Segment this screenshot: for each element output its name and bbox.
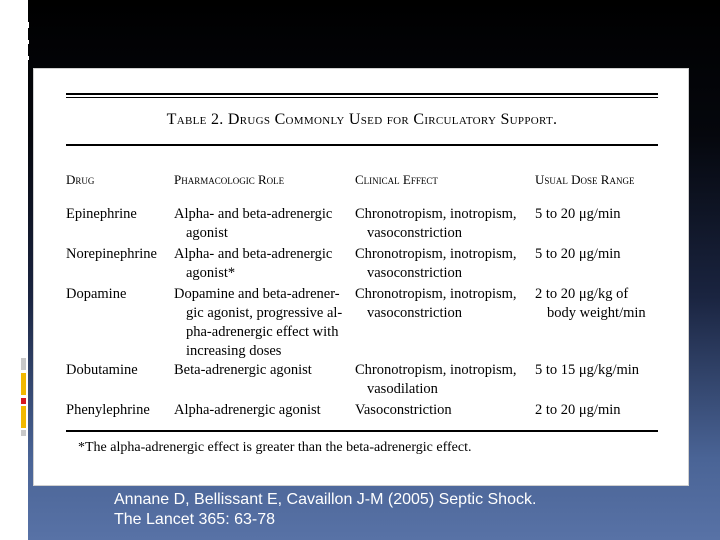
accent-bar xyxy=(21,373,26,395)
row-effect-line: vasoconstriction xyxy=(367,225,463,241)
accent-bar xyxy=(21,398,26,404)
row-dose-line: body weight/min xyxy=(547,305,646,321)
corner-decoration xyxy=(15,22,25,84)
row-effect-line: Chronotropism, inotropism, xyxy=(355,286,517,302)
row-role-line: Alpha- and beta-adrenergic xyxy=(174,206,333,222)
table-title xyxy=(66,111,658,129)
row-drug: Dobutamine xyxy=(66,362,138,378)
accent-bar xyxy=(21,406,26,428)
row-effect-line: Chronotropism, inotropism, xyxy=(355,206,517,222)
row-role-line: pha-adrenergic effect with xyxy=(186,324,339,340)
table-top-rule xyxy=(66,93,658,95)
table-footnote: *The alpha-adrenergic effect is greater than the beta-adrenergic effect. xyxy=(78,440,472,455)
column-header-drug: Drug xyxy=(66,172,95,187)
row-drug: Norepinephrine xyxy=(66,246,157,262)
row-role-line: Alpha- and beta-adrenergic xyxy=(174,246,333,262)
row-role-line: agonist xyxy=(186,225,228,241)
row-effect-line: Chronotropism, inotropism, xyxy=(355,362,517,378)
accent-bar xyxy=(21,430,26,436)
row-dose-line: 5 to 20 μg/min xyxy=(535,206,621,222)
table-header-rule xyxy=(66,144,658,146)
row-effect-line: vasoconstriction xyxy=(367,305,463,321)
row-dose-line: 5 to 20 μg/min xyxy=(535,246,621,262)
drug-table-image xyxy=(33,68,689,486)
accent-bar xyxy=(21,358,26,370)
row-drug: Phenylephrine xyxy=(66,402,150,418)
row-role-line: Dopamine and beta-adrener- xyxy=(174,286,340,302)
row-role-line: Beta-adrenergic agonist xyxy=(174,362,312,378)
row-drug: Epinephrine xyxy=(66,206,137,222)
corner-decoration xyxy=(15,56,29,60)
column-header-effect: Clinical Effect xyxy=(355,172,438,187)
row-dose-line: 2 to 20 μg/min xyxy=(535,402,621,418)
row-dose-line: 2 to 20 μg/kg of xyxy=(535,286,629,302)
column-header-dose: Usual Dose Range xyxy=(535,172,635,187)
row-effect-line: Vasoconstriction xyxy=(355,402,452,418)
row-role-line: gic agonist, progressive al- xyxy=(186,305,343,321)
row-effect-line: vasodilation xyxy=(367,381,438,397)
row-role-line: increasing doses xyxy=(186,343,282,359)
table-title-text: Drugs Commonly Used for Circulatory Support. xyxy=(227,111,558,128)
table-top-rule xyxy=(66,97,658,98)
row-effect-line: vasoconstriction xyxy=(367,265,463,281)
corner-decoration xyxy=(15,40,29,44)
row-drug: Dopamine xyxy=(66,286,127,302)
row-role-line: Alpha-adrenergic agonist xyxy=(174,402,321,418)
row-effect-line: Chronotropism, inotropism, xyxy=(355,246,517,262)
table-bottom-rule xyxy=(66,430,658,432)
table-title-number: Table 2. xyxy=(166,111,224,128)
column-header-role: Pharmacologic Role xyxy=(174,172,285,187)
row-dose-line: 5 to 15 μg/kg/min xyxy=(535,362,640,378)
citation-text: Annane D, Bellissant E, Cavaillon J-M (2005) Septic Shock. The Lancet 365: 63-78 xyxy=(114,491,537,528)
corner-decoration xyxy=(15,22,29,28)
row-role-line: agonist* xyxy=(186,265,236,281)
